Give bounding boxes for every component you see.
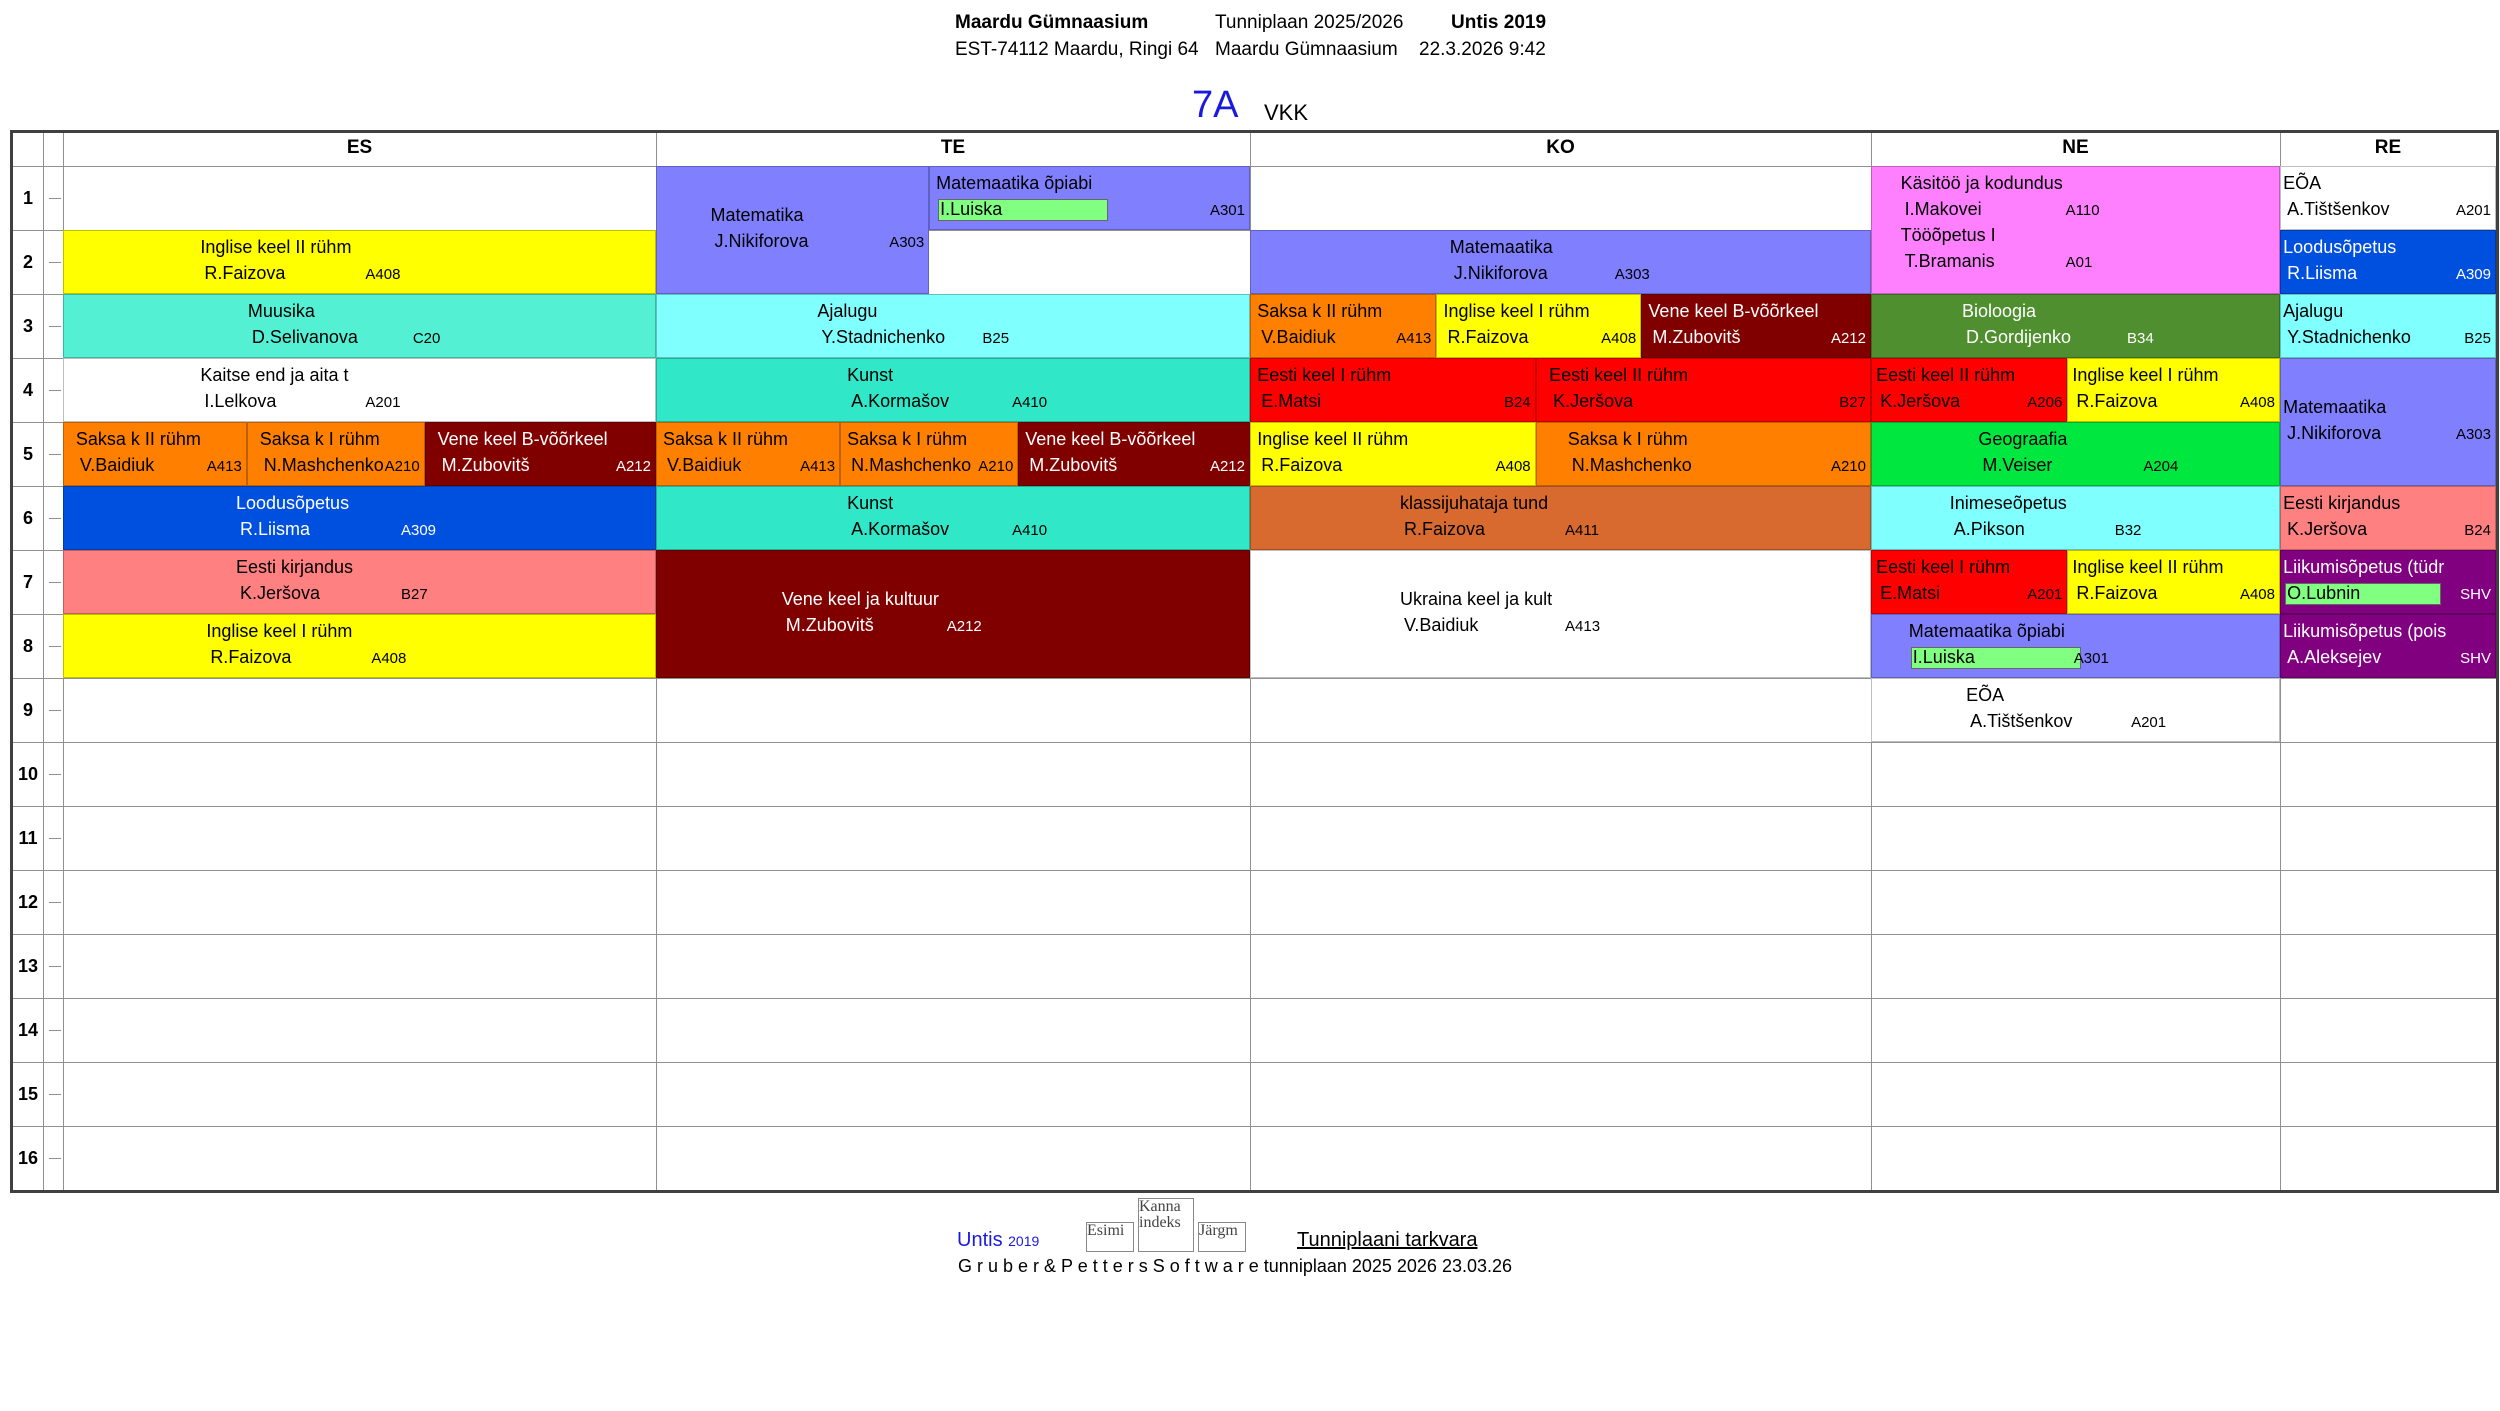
lesson-cell[interactable] — [1871, 358, 2067, 422]
lesson-room: A201 — [2455, 202, 2491, 219]
period-number: 6 — [22, 508, 33, 528]
lesson-room: A309 — [400, 522, 437, 539]
lesson-room: A301 — [1209, 202, 1245, 219]
lesson-teacher: E.Matsi — [1880, 583, 1941, 603]
period-number: 8 — [22, 636, 33, 656]
period-number: 12 — [17, 892, 39, 912]
period-number: 10 — [17, 764, 39, 784]
lesson-teacher: I.Lelkova — [204, 391, 277, 411]
lesson-subject: Liikumisõpetus (pois — [2283, 621, 2447, 641]
lesson-room: A204 — [2143, 458, 2179, 475]
lesson-cell[interactable] — [1018, 422, 1250, 486]
class-subtitle: VKK — [1264, 100, 1309, 125]
lesson-subject: Eesti kirjandus — [2283, 493, 2401, 513]
lesson-subject: EÕA — [1966, 685, 2005, 705]
lesson-cell[interactable] — [656, 358, 1250, 422]
lesson-room: A408 — [365, 266, 401, 283]
lesson-room: C20 — [412, 330, 441, 347]
lesson-cell[interactable] — [63, 230, 656, 294]
lesson-subject: Liikumisõpetus (tüdr — [2283, 557, 2445, 577]
lesson-room: B25 — [982, 330, 1010, 347]
lesson-teacher: K.Jeršova — [1553, 391, 1634, 411]
lesson-room: A408 — [2239, 394, 2275, 411]
lesson-cell[interactable] — [1436, 294, 1641, 358]
untis-label: Untis — [957, 1229, 1003, 1251]
lesson-teacher: M.Zubovitš — [1029, 455, 1118, 475]
lesson-cell[interactable] — [247, 422, 425, 486]
footer-info: G r u b e r & P e t t e r s S o f t w a r e tunniplaan 2025 2026 23.03.26 — [958, 1256, 1513, 1276]
lesson-subject: Käsitöö ja kodundus — [1900, 173, 2063, 193]
period-tick — [49, 902, 61, 903]
period-tick — [49, 390, 61, 391]
lesson-subject: Saksa k I rühm — [259, 429, 380, 449]
lesson-room: A301 — [2073, 650, 2109, 667]
untis-version: Untis 2019 — [1451, 12, 1547, 33]
lesson-cell[interactable] — [656, 166, 929, 294]
lesson-cell[interactable] — [1871, 422, 2280, 486]
lesson-teacher: R.Faizova — [210, 647, 292, 667]
period-tick — [49, 774, 61, 775]
class-title: 7A — [1192, 84, 1239, 126]
day-header: RE — [2374, 137, 2402, 158]
lesson-cell[interactable] — [2280, 486, 2496, 550]
lesson-subject: Kaitse end ja aita t — [200, 365, 349, 385]
lesson-cell[interactable] — [840, 422, 1018, 486]
lesson-cell[interactable] — [1250, 358, 1536, 422]
lesson-subject: Bioloogia — [1961, 301, 2037, 321]
lesson-cell[interactable] — [2280, 550, 2496, 614]
lesson-cell[interactable] — [2280, 358, 2496, 486]
lesson-subject: Matemaatika õpiabi — [936, 173, 1093, 193]
lesson-subject: Kunst — [847, 493, 894, 513]
period-number: 13 — [17, 956, 39, 976]
lesson-room: A303 — [1614, 266, 1650, 283]
lesson-subject: Vene keel ja kultuur — [781, 589, 939, 609]
lesson-room: B34 — [2126, 330, 2154, 347]
lesson-subject: Loodusõpetus — [235, 493, 350, 513]
lesson-subject: Vene keel B-võõrkeel — [1025, 429, 1196, 449]
lesson-room: SHV — [2460, 586, 2491, 603]
lesson-subject: Saksa k II rühm — [662, 429, 788, 449]
lesson-cell[interactable] — [1871, 550, 2067, 614]
lesson-teacher: R.Faizova — [2076, 391, 2158, 411]
lesson-room: A210 — [1830, 458, 1866, 475]
lesson-room: A309 — [2455, 266, 2491, 283]
lesson-room: A201 — [2131, 714, 2167, 731]
grid-row-line — [13, 1126, 2496, 1127]
lesson-room: A413 — [206, 458, 242, 475]
period-tick — [49, 582, 61, 583]
timetable-grid — [10, 130, 2499, 1193]
period-tick — [49, 326, 61, 327]
lesson-cell[interactable] — [656, 294, 1250, 358]
lesson-cell[interactable] — [929, 166, 1250, 230]
lesson-cell[interactable] — [1871, 166, 2280, 294]
lesson-room: A408 — [371, 650, 407, 667]
lesson-subject: Ajalugu — [817, 301, 878, 321]
lesson-room: A303 — [889, 234, 925, 251]
lesson-cell[interactable] — [63, 614, 656, 678]
lesson-subject: Inglise keel II rühm — [2072, 557, 2224, 577]
lesson-teacher: V.Baidiuk — [79, 455, 155, 475]
lesson-cell[interactable] — [656, 486, 1250, 550]
period-tick — [49, 1030, 61, 1031]
lesson-cell[interactable] — [63, 422, 247, 486]
lesson-subject: Eesti keel II rühm — [1549, 365, 1689, 385]
school-name-2: Maardu Gümnaasium — [1215, 39, 1398, 60]
lesson-cell[interactable] — [2280, 614, 2496, 678]
grid-col-line — [43, 133, 44, 1190]
lesson-subject: Inglise keel II rühm — [200, 237, 352, 257]
lesson-cell[interactable] — [2067, 550, 2280, 614]
lesson-subject: Matematika — [710, 205, 804, 225]
lesson-room: A212 — [1830, 330, 1866, 347]
lesson-teacher-2: T.Bramanis — [1904, 251, 1995, 271]
lesson-subject: Kunst — [847, 365, 894, 385]
lesson-subject: Saksa k I rühm — [1567, 429, 1688, 449]
lesson-teacher: I.Luiska — [940, 199, 1003, 219]
lesson-room: A201 — [2027, 586, 2063, 603]
lesson-cell[interactable] — [1871, 678, 2280, 742]
lesson-cell[interactable] — [1536, 422, 1871, 486]
school-address: EST-74112 Maardu, Ringi 64 — [955, 39, 1199, 60]
lesson-room: A110 — [2065, 202, 2100, 219]
period-tick — [49, 262, 61, 263]
lesson-teacher: R.Faizova — [2076, 583, 2158, 603]
lesson-room: A303 — [2455, 426, 2491, 443]
lesson-subject: Saksa k I rühm — [847, 429, 968, 449]
period-tick — [49, 1158, 61, 1159]
lesson-subject: Ukraina keel ja kult — [1400, 589, 1553, 609]
index-image[interactable]: Kanna indeks — [1138, 1198, 1194, 1252]
lesson-cell[interactable] — [656, 422, 840, 486]
lesson-subject: EÕA — [2283, 173, 2322, 193]
lesson-cell[interactable] — [1871, 294, 2280, 358]
lesson-room: A413 — [1396, 330, 1432, 347]
lesson-teacher: D.Selivanova — [251, 327, 358, 347]
lesson-subject: Eesti keel I rühm — [1876, 557, 2011, 577]
lesson-teacher: R.Faizova — [1447, 327, 1529, 347]
period-number: 2 — [22, 252, 33, 272]
lesson-teacher: J.Nikiforova — [1453, 263, 1548, 283]
lesson-room: B24 — [1503, 394, 1531, 411]
lesson-room: B27 — [1839, 394, 1866, 411]
lesson-teacher: R.Faizova — [1404, 519, 1486, 539]
lesson-teacher: V.Baidiuk — [1261, 327, 1336, 347]
lesson-cell[interactable] — [425, 422, 656, 486]
lesson-cell[interactable] — [1250, 422, 1536, 486]
lesson-subject: Saksa k II rühm — [1257, 301, 1383, 321]
lesson-room: A410 — [1012, 394, 1048, 411]
grid-row-line — [13, 934, 2496, 935]
period-tick — [49, 1094, 61, 1095]
lesson-room: A413 — [1565, 618, 1601, 635]
lesson-room: A408 — [2239, 586, 2275, 603]
lesson-teacher: Y.Stadnichenko — [821, 327, 946, 347]
lesson-cell[interactable] — [63, 358, 656, 422]
software-link[interactable]: Tunniplaani tarkvara — [1297, 1229, 1478, 1251]
lesson-teacher: O.Lubnin — [2287, 583, 2361, 603]
lesson-cell[interactable] — [1871, 614, 2280, 678]
period-number: 15 — [17, 1084, 39, 1104]
period-tick — [49, 454, 61, 455]
lesson-teacher: V.Baidiuk — [666, 455, 742, 475]
period-tick — [49, 966, 61, 967]
lesson-cell[interactable] — [1871, 486, 2280, 550]
lesson-teacher: M.Veiser — [1982, 455, 2053, 475]
period-number: 7 — [22, 572, 33, 592]
lesson-subject: Eesti keel I rühm — [1257, 365, 1392, 385]
lesson-cell[interactable] — [2280, 294, 2496, 358]
lesson-subject-2: Tööõpetus I — [1900, 225, 1996, 245]
lesson-teacher: V.Baidiuk — [1404, 615, 1479, 635]
lesson-subject: Inglise keel I rühm — [2072, 365, 2219, 385]
lesson-subject: Vene keel B-võõrkeel — [437, 429, 608, 449]
period-tick — [49, 518, 61, 519]
lesson-subject: Matemaatika — [2283, 397, 2387, 417]
day-header: ES — [346, 137, 373, 158]
lesson-teacher: J.Nikiforova — [2287, 423, 2382, 443]
lesson-subject: Inglise keel I rühm — [206, 621, 353, 641]
lesson-teacher: K.Jeršova — [239, 583, 321, 603]
lesson-subject: Eesti kirjandus — [235, 557, 354, 577]
grid-row-line — [13, 742, 2496, 743]
grid-row-line — [13, 870, 2496, 871]
lesson-room: B24 — [2464, 522, 2491, 539]
lesson-teacher: A.Tištšenkov — [1970, 711, 2073, 731]
day-header: KO — [1546, 137, 1575, 158]
lesson-room: A210 — [384, 458, 420, 475]
period-number: 11 — [18, 828, 38, 848]
period-tick — [49, 646, 61, 647]
lesson-cell[interactable] — [63, 550, 656, 614]
lesson-teacher: D.Gordijenko — [1965, 327, 2072, 347]
lesson-room-2: A01 — [2065, 254, 2093, 271]
lesson-subject: klassijuhataja tund — [1400, 493, 1549, 513]
period-number: 1 — [22, 188, 33, 208]
period-number: 5 — [22, 444, 33, 464]
lesson-cell[interactable] — [2067, 358, 2280, 422]
lesson-room: A408 — [1601, 330, 1637, 347]
plan-name: Tunniplaan 2025/2026 — [1215, 12, 1404, 33]
lesson-room: A413 — [800, 458, 836, 475]
grid-row-line — [13, 998, 2496, 999]
lesson-teacher: N.Mashchenko — [263, 455, 384, 475]
untis-year: 2019 — [1008, 1233, 1040, 1249]
lesson-teacher: E.Matsi — [1261, 391, 1322, 411]
lesson-subject: Saksa k II rühm — [75, 429, 201, 449]
period-number: 4 — [22, 380, 33, 400]
lesson-room: A206 — [2027, 394, 2063, 411]
lesson-room: B32 — [2114, 522, 2142, 539]
period-tick — [49, 710, 61, 711]
lesson-cell[interactable] — [1641, 294, 1871, 358]
lesson-cell[interactable] — [63, 294, 656, 358]
lesson-teacher: J.Nikiforova — [714, 231, 809, 251]
lesson-room: B27 — [400, 586, 428, 603]
period-tick — [49, 838, 61, 839]
lesson-teacher: A.Kormašov — [851, 519, 950, 539]
period-number: 9 — [22, 700, 33, 720]
period-number: 3 — [22, 316, 33, 336]
lesson-subject: Eesti keel II rühm — [1876, 365, 2016, 385]
lesson-teacher: M.Zubovitš — [1652, 327, 1741, 347]
lesson-room: B25 — [2464, 330, 2491, 347]
lesson-teacher: R.Faizova — [1261, 455, 1343, 475]
lesson-teacher: R.Faizova — [204, 263, 286, 283]
lesson-teacher: R.Liisma — [239, 519, 310, 539]
lesson-subject: Ajalugu — [2283, 301, 2344, 321]
next-page-image[interactable]: Järgm — [1198, 1222, 1246, 1252]
lesson-subject: Muusika — [247, 301, 315, 321]
lesson-teacher: A.Pikson — [1953, 519, 2025, 539]
lesson-room: A210 — [978, 458, 1014, 475]
period-number: 14 — [17, 1020, 39, 1040]
lesson-cell[interactable] — [1536, 358, 1871, 422]
lesson-room: A212 — [615, 458, 651, 475]
lesson-room: A408 — [1495, 458, 1531, 475]
lesson-cell[interactable] — [2280, 166, 2496, 230]
lesson-room: A410 — [1012, 522, 1048, 539]
lesson-teacher: Y.Stadnichenko — [2287, 327, 2411, 347]
lesson-room: A212 — [1209, 458, 1245, 475]
lesson-cell[interactable] — [1250, 550, 1871, 678]
period-number: 16 — [17, 1148, 39, 1168]
lesson-cell[interactable] — [656, 550, 1250, 678]
lesson-room: A201 — [365, 394, 401, 411]
footer-untis[interactable] — [957, 1229, 1039, 1252]
print-datetime: 22.3.2026 9:42 — [1419, 39, 1546, 60]
lesson-subject: Matemaatika — [1449, 237, 1553, 257]
period-tick — [49, 198, 61, 199]
day-header: TE — [940, 137, 966, 158]
lesson-teacher: M.Zubovitš — [785, 615, 874, 635]
lesson-cell[interactable] — [1250, 486, 1871, 550]
lesson-subject: Loodusõpetus — [2283, 237, 2397, 257]
lesson-cell[interactable] — [1250, 294, 1436, 358]
grid-row-line — [13, 1062, 2496, 1063]
lesson-cell[interactable] — [1250, 230, 1871, 294]
lesson-cell[interactable] — [63, 486, 656, 550]
lesson-subject: Inglise keel I rühm — [1443, 301, 1590, 321]
lesson-teacher: N.Mashchenko — [851, 455, 972, 475]
lesson-cell[interactable] — [2280, 230, 2496, 294]
lesson-subject: Inglise keel II rühm — [1257, 429, 1409, 449]
lesson-teacher: A.Kormašov — [851, 391, 950, 411]
lesson-subject: Geograafia — [1978, 429, 2068, 449]
school-name: Maardu Gümnaasium — [955, 12, 1149, 33]
day-header: NE — [2062, 137, 2089, 158]
lesson-teacher: N.Mashchenko — [1571, 455, 1692, 475]
lesson-teacher: I.Makovei — [1904, 199, 1982, 219]
lesson-teacher: K.Jeršova — [1880, 391, 1961, 411]
lesson-room: A411 — [1565, 522, 1599, 539]
lesson-teacher: A.Aleksejev — [2287, 647, 2382, 667]
lesson-teacher: I.Luiska — [1912, 647, 1975, 667]
grid-row-line — [13, 806, 2496, 807]
lesson-teacher: A.Tištšenkov — [2287, 199, 2390, 219]
lesson-room: SHV — [2460, 650, 2491, 667]
lesson-room: A212 — [946, 618, 982, 635]
lesson-subject: Matemaatika õpiabi — [1908, 621, 2065, 641]
lesson-teacher: K.Jeršova — [2287, 519, 2368, 539]
first-page-image[interactable]: Esimi — [1086, 1222, 1134, 1252]
lesson-subject: Inimeseõpetus — [1949, 493, 2067, 513]
lesson-teacher: M.Zubovitš — [441, 455, 530, 475]
lesson-subject: Vene keel B-võõrkeel — [1648, 301, 1819, 321]
lesson-teacher: R.Liisma — [2287, 263, 2358, 283]
